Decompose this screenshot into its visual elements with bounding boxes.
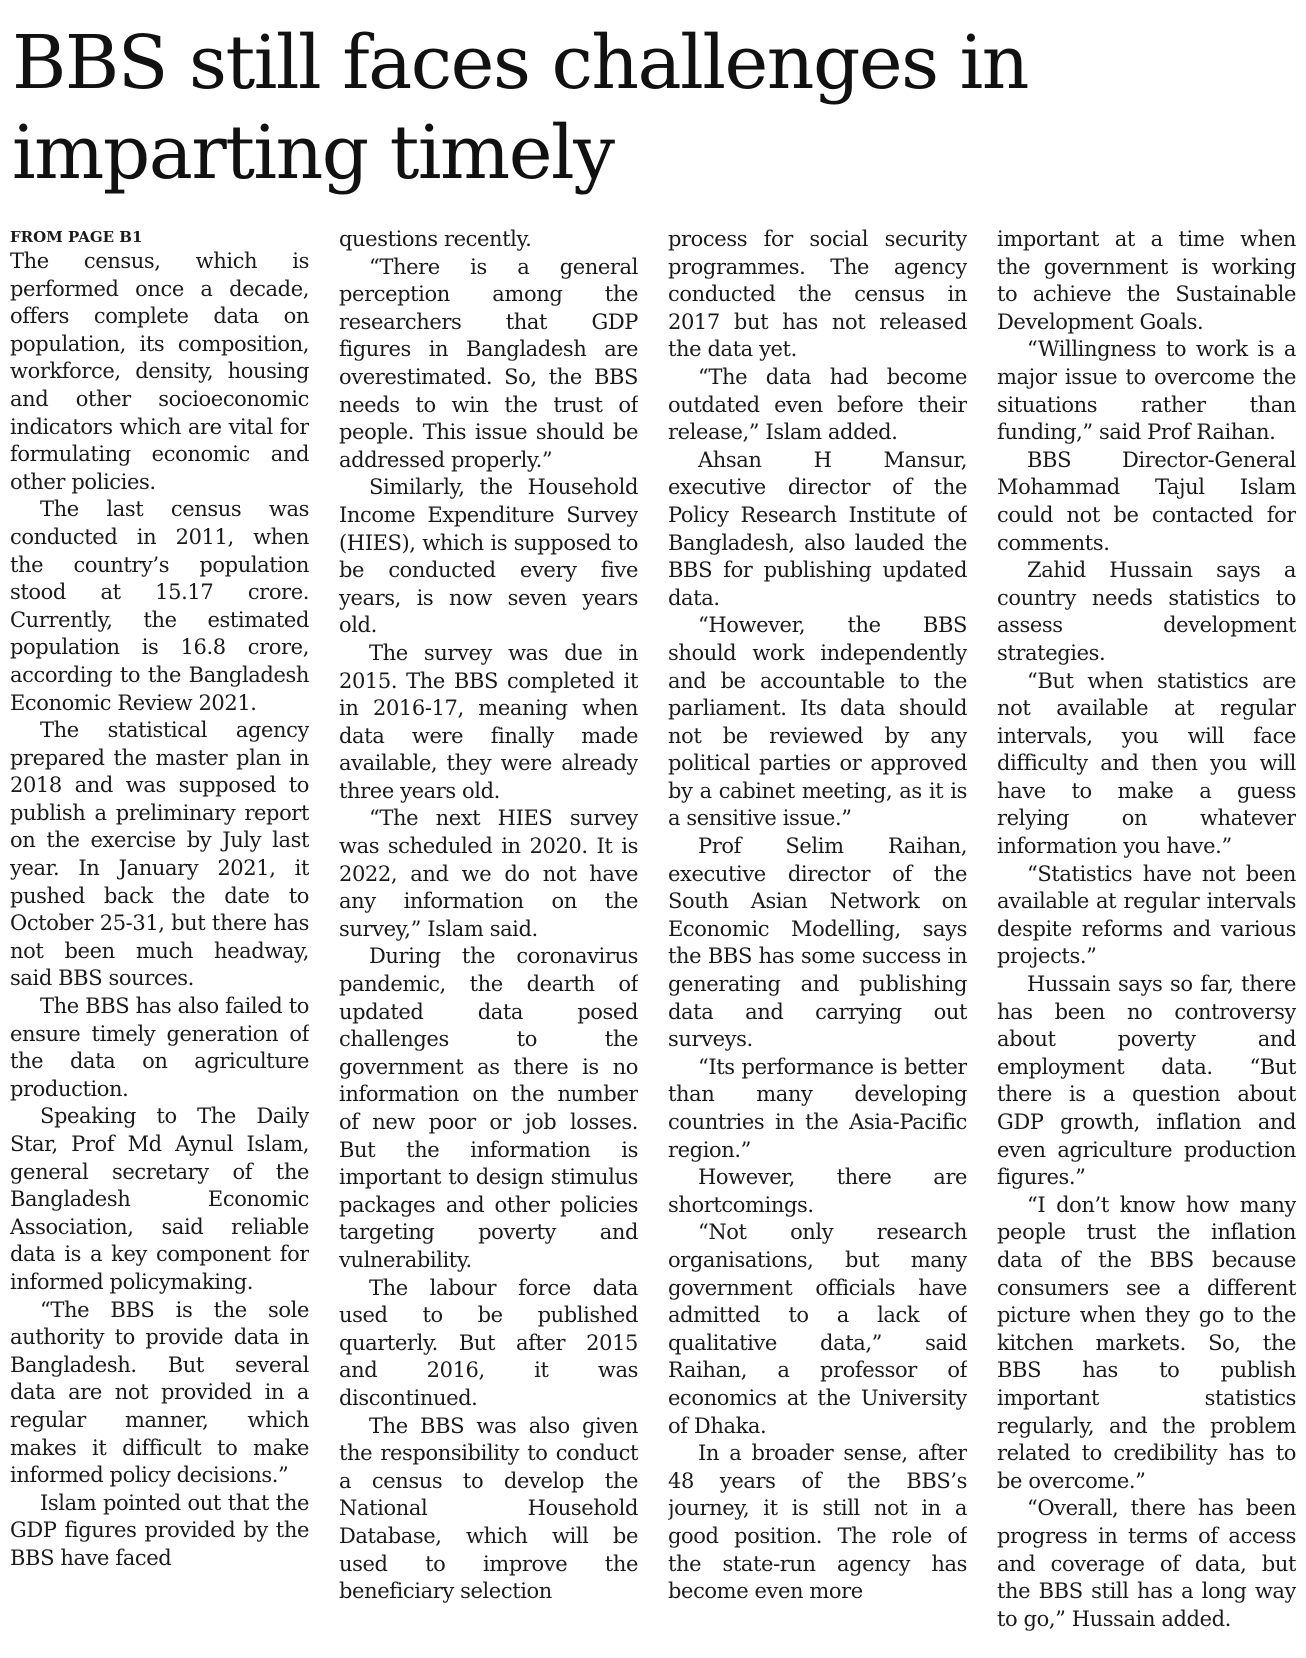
column-1 xyxy=(10,226,309,1656)
column-4 xyxy=(997,226,1296,1656)
paragraph: The last census was conducted in 2011, when the country’s population stood at 15.17 crore. Currently, the estimated population is 16.8 crore, according to the Bangladesh Economic Review 2021. xyxy=(10,497,309,715)
paragraph: “Statistics have not been available at regular intervals despite reforms and various projects.” xyxy=(997,861,1296,969)
kicker: FROM PAGE B1 xyxy=(10,228,143,246)
paragraph: Islam pointed out that the GDP figures provided by the BBS have faced xyxy=(10,1490,309,1570)
paragraph: The BBS has also failed to ensure timely generation of the data on agriculture production. xyxy=(10,994,309,1101)
paragraph: “The BBS is the sole authority to provide data in Bangladesh. But several data are not provided in a regular manner, which makes it difficult to make informed policy decisions.” xyxy=(10,1297,309,1488)
paragraph: process for social security programmes. The agency conducted the census in 2017 but has not released the data yet. xyxy=(668,227,967,362)
paragraph: The BBS was also given the responsibility to conduct a census to develop the National Household Database, which will be used to improve the beneficiary selection xyxy=(339,1413,638,1604)
paragraph: “Overall, there has been progress in terms of access and coverage of data, but the BBS still has a long way to go,” Hussain added. xyxy=(997,1496,1296,1631)
article-body xyxy=(10,226,1296,1656)
paragraph: The survey was due in 2015. The BBS completed it in 2016-17, meaning when data were finally made available, they were already three years old. xyxy=(339,640,638,803)
headline: BBS still faces challenges in imparting timely xyxy=(12,20,1028,196)
paragraph: Similarly, the Household Income Expenditure Survey (HIES), which is supposed to be conducted every five years, is now seven years old. xyxy=(339,475,638,638)
paragraph: The labour force data used to be published quarterly. But after 2015 and 2016, it was discontinued. xyxy=(339,1275,638,1410)
paragraph: Prof Selim Raihan, executive director of the South Asian Network on Economic Modelling, says the BBS has some success in generating and publishing data and carrying out surveys. xyxy=(668,834,967,1052)
paragraph: “Not only research organisations, but many government officials have admitted to a lack of qualitative data,” said Raihan, a professor of economics at the University of Dhaka. xyxy=(668,1220,967,1438)
paragraph: Speaking to The Daily Star, Prof Md Aynul Islam, general secretary of the Bangladesh Economic Association, said reliable data is a key component for informed policymaking. xyxy=(10,1104,309,1294)
paragraph: important at a time when the government is working to achieve the Sustainable Development Goals. xyxy=(997,227,1296,334)
paragraph: During the coronavirus pandemic, the dearth of updated data posed challenges to the government as there is no information on the number of new poor or job losses. But the information is important to design stimulus packages and other policies targeting poverty and vulnerability. xyxy=(339,944,638,1272)
paragraph: In a broader sense, after 48 years of the BBS’s journey, it is still not in a good position. The role of the state-run agency has become even more xyxy=(668,1441,967,1604)
column-3 xyxy=(668,226,967,1656)
paragraph: The census, which is performed once a decade, offers complete data on population, its composition, workforce, density, housing and other socioeconomic indicators which are vital for formulating economic and other policies. xyxy=(10,249,309,494)
paragraph: “There is a general perception among the researchers that GDP figures in Bangladesh are overestimated. So, the BBS needs to win the trust of people. This issue should be addressed properly.” xyxy=(339,254,638,472)
paragraph: Zahid Hussain says a country needs statistics to assess development strategies. xyxy=(997,558,1296,665)
paragraph: questions recently. xyxy=(339,227,532,251)
paragraph: However, there are shortcomings. xyxy=(668,1165,967,1217)
column-2 xyxy=(339,226,638,1656)
paragraph: “Its performance is better than many developing countries in the Asia-Pacific region.” xyxy=(668,1054,967,1162)
paragraph: “But when statistics are not available at regular intervals, you will face difficulty and then you will have to make a guess relying on whatever information you have.” xyxy=(997,668,1296,859)
paragraph: “However, the BBS should work independently and be accountable to the parliament. Its data should not be reviewed by any political parties or approved by a cabinet meeting, as it is a sensitive issue.” xyxy=(668,613,967,831)
paragraph: “I don’t know how many people trust the inflation data of the BBS because consumers see a different picture when they go to the kitchen markets. So, the BBS has to publish important statistics regularly, and the problem related to credibility has to be overcome.” xyxy=(997,1192,1296,1493)
paragraph: “Willingness to work is a major issue to overcome the situations rather than funding,” said Prof Raihan. xyxy=(997,337,1296,445)
paragraph: The statistical agency prepared the master plan in 2018 and was supposed to publish a preliminary report on the exercise by July last year. In January 2021, it pushed back the date to October 25-31, but there has not been much headway, said BBS sources. xyxy=(10,718,309,991)
paragraph: “The data had become outdated even before their release,” Islam added. xyxy=(668,364,967,445)
paragraph: Ahsan H Mansur, executive director of the Policy Research Institute of Bangladesh, also lauded the BBS for publishing updated data. xyxy=(668,447,967,610)
paragraph: Hussain says so far, there has been no controversy about poverty and employment data. “But there is a question about GDP growth, inflation and even agriculture production figures.” xyxy=(997,972,1296,1190)
paragraph: “The next HIES survey was scheduled in 2020. It is 2022, and we do not have any information on the survey,” Islam said. xyxy=(339,806,638,941)
paragraph: BBS Director-General Mohammad Tajul Islam could not be contacted for comments. xyxy=(997,447,1296,555)
